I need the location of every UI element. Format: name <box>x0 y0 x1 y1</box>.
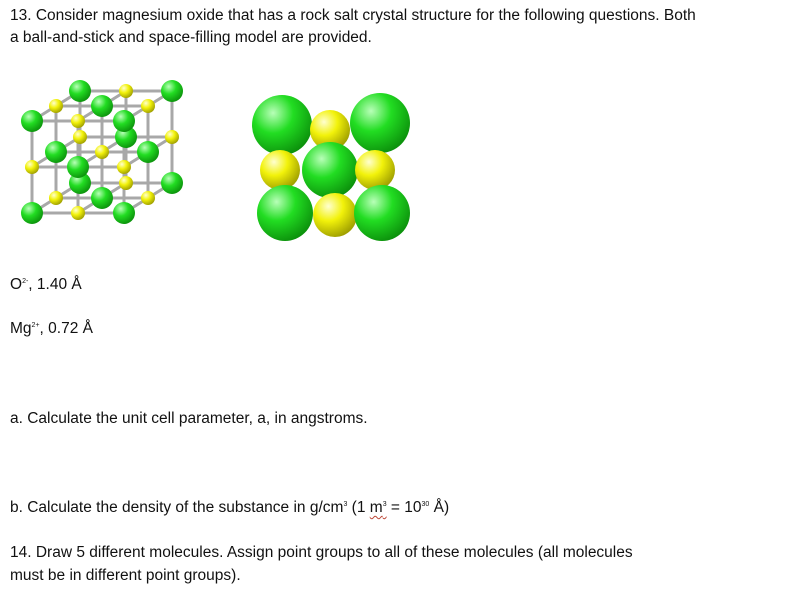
ball-and-stick-model <box>10 65 195 250</box>
oxide-ion-ball <box>137 141 159 163</box>
oxide-ion-ball <box>21 110 43 132</box>
oxide-ion-ball <box>113 110 135 132</box>
oxide-charge: 2- <box>22 278 29 285</box>
magnesium-ion-ball <box>141 99 155 113</box>
magnesium-ion-ball <box>119 176 133 190</box>
oxide-ion-sphere <box>350 93 410 153</box>
unit-m <box>370 499 387 516</box>
magnesium-ion-sphere <box>313 193 357 237</box>
magnesium-ion-ball <box>119 84 133 98</box>
oxide-ion-ball <box>21 202 43 224</box>
magnesium-symbol: Mg <box>10 320 32 337</box>
sphere-group <box>252 93 410 241</box>
question-13-line-2: a ball-and-stick and space-filling model are provided. <box>10 29 372 46</box>
magnesium-ion-ball <box>117 160 131 174</box>
oxide-ion-sphere <box>257 185 313 241</box>
oxide-ion-ball <box>161 80 183 102</box>
magnesium-ion-sphere <box>355 150 395 190</box>
ten-exponent: 30 <box>421 501 430 508</box>
equals-ten: = 10 <box>386 499 422 516</box>
oxide-ion-ball <box>45 141 67 163</box>
oxide-ion-ball <box>69 80 91 102</box>
space-filling-model <box>250 85 420 245</box>
magnesium-ion-ball <box>71 114 85 128</box>
magnesium-radius: , 0.72 Å <box>39 320 93 337</box>
oxide-ion-ball <box>161 172 183 194</box>
magnesium-ion-ball <box>49 99 63 113</box>
oxide-ion-sphere <box>302 142 358 198</box>
oxide-radius: , 1.40 Å <box>28 276 82 293</box>
part-b-question <box>10 497 449 519</box>
question-14-line-2: must be in different point groups). <box>10 567 241 584</box>
oxide-ion-ball <box>113 202 135 224</box>
ion-group <box>21 80 183 224</box>
oxide-ion-radius <box>10 274 82 296</box>
oxide-ion-sphere <box>252 95 312 155</box>
magnesium-ion-ball <box>49 191 63 205</box>
cm-exponent: 3 <box>343 501 348 508</box>
part-b-text: b. Calculate the density of the substance in g/cm <box>10 499 344 516</box>
magnesium-ion-ball <box>25 160 39 174</box>
magnesium-charge: 2+ <box>31 322 40 329</box>
oxide-symbol: O <box>10 276 23 293</box>
magnesium-ion-ball <box>141 191 155 205</box>
oxide-ion-ball <box>91 187 113 209</box>
angstrom-close: Å) <box>429 499 450 516</box>
magnesium-ion-radius <box>10 318 93 340</box>
question-13-line-1: 13. Consider magnesium oxide that has a rock salt crystal structure for the following questions. Both <box>10 7 696 24</box>
unit-m-letter: m <box>369 499 383 516</box>
question-14-line-1: 14. Draw 5 different molecules. Assign point groups to all of these molecules (all molecules <box>10 544 633 561</box>
magnesium-ion-ball <box>165 130 179 144</box>
magnesium-ion-ball <box>95 145 109 159</box>
oxide-ion-ball <box>91 95 113 117</box>
part-a-question: a. Calculate the unit cell parameter, a, in angstroms. <box>10 410 368 427</box>
magnesium-ion-ball <box>73 130 87 144</box>
oxide-ion-sphere <box>354 185 410 241</box>
oxide-ion-ball <box>67 156 89 178</box>
m-exponent: 3 <box>382 501 387 508</box>
magnesium-ion-sphere <box>260 150 300 190</box>
paren-open: (1 <box>347 499 370 516</box>
magnesium-ion-ball <box>71 206 85 220</box>
